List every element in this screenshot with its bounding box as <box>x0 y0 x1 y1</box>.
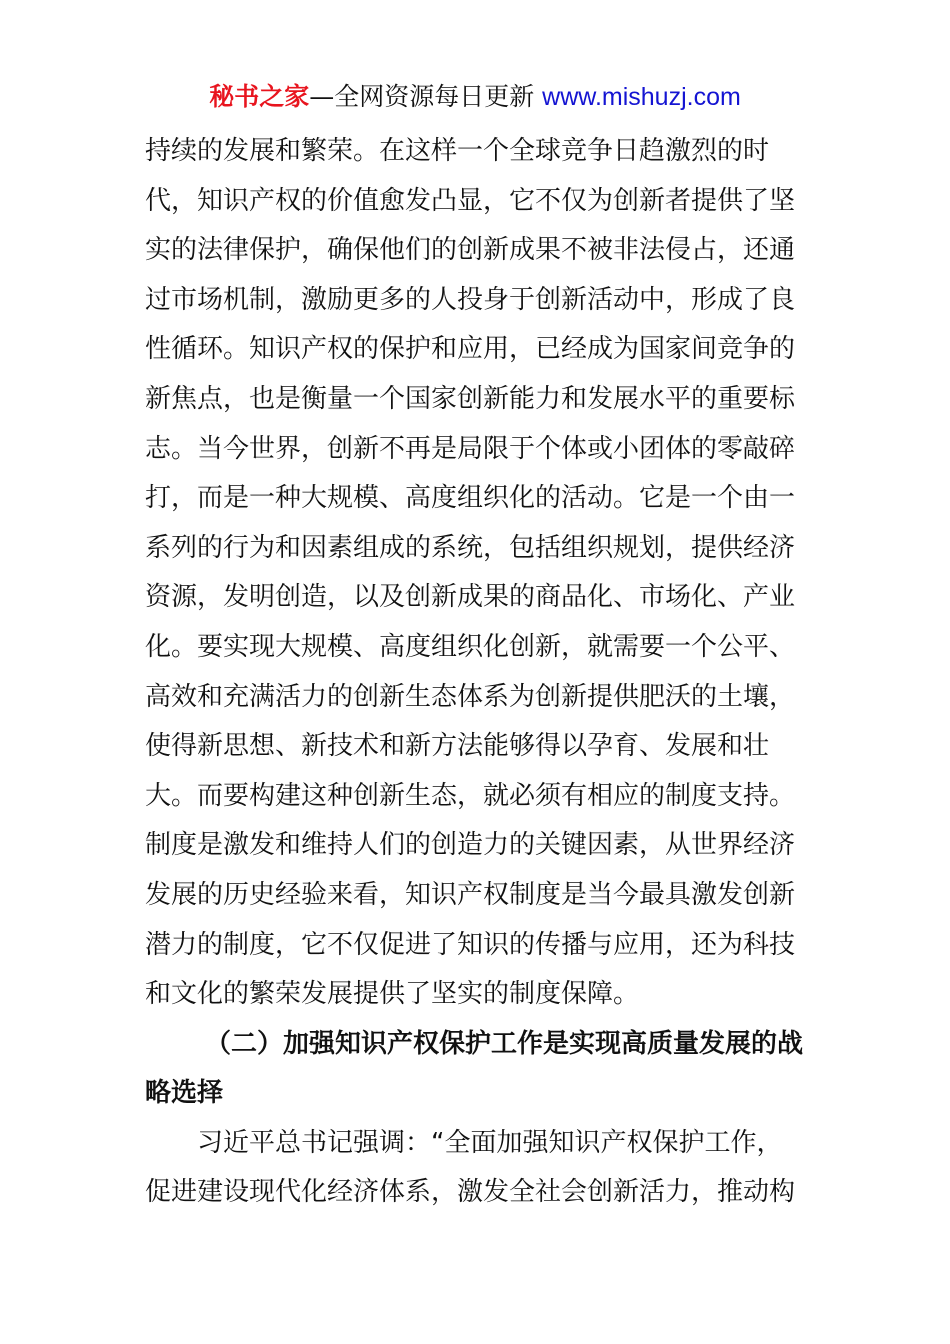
body-line: 制度是激发和维持人们的创造力的关键因素，从世界经济 <box>145 830 796 861</box>
quote-paragraph-line: 习近平总书记强调：“全面加强知识产权保护工作， <box>197 1127 783 1158</box>
body-line: 化。要实现大规模、高度组织化创新，就需要一个公平、 <box>145 631 796 662</box>
body-line: 使得新思想、新技术和新方法能够得以孕育、发展和壮 <box>145 731 770 762</box>
brand-name: 秘书之家 <box>209 82 310 111</box>
body-line: 打，而是一种大规模、高度组织化的活动。它是一个由一 <box>145 483 796 514</box>
body-line: 新焦点，也是衡量一个国家创新能力和发展水平的重要标 <box>145 383 796 414</box>
body-line: 过市场机制，激励更多的人投身于创新活动中，形成了良 <box>145 284 796 315</box>
quote-paragraph-line: 促进建设现代化经济体系，激发全社会创新活力，推动构 <box>145 1177 796 1208</box>
document-body <box>145 127 810 1218</box>
section-heading-continued: 略选择 <box>145 1078 224 1109</box>
body-line: 资源，发明创造，以及创新成果的商品化、市场化、产业 <box>145 582 796 613</box>
body-line: 代，知识产权的价值愈发凸显，它不仅为创新者提供了坚 <box>145 185 796 216</box>
body-line: 实的法律保护，确保他们的创新成果不被非法侵占，还通 <box>145 235 796 266</box>
page-header <box>0 80 950 114</box>
body-line: 持续的发展和繁荣。在这样一个全球竞争日趋激烈的时 <box>145 136 770 166</box>
header-url-link[interactable]: www.mishuzj.com <box>542 83 741 111</box>
header-tagline: —全网资源每日更新 <box>309 82 543 111</box>
body-line: 和文化的繁荣发展提供了坚实的制度保障。 <box>145 979 640 1010</box>
body-line: 系列的行为和因素组成的系统，包括组织规划，提供经济 <box>145 532 796 563</box>
section-heading: （二）加强知识产权保护工作是实现高质量发展的战 <box>205 1028 804 1059</box>
body-line: 高效和充满活力的创新生态体系为创新提供肥沃的土壤， <box>145 681 796 712</box>
body-line: 潜力的制度，它不仅促进了知识的传播与应用，还为科技 <box>145 929 796 960</box>
body-line: 志。当今世界，创新不再是局限于个体或小团体的零敲碎 <box>145 433 796 464</box>
body-line: 发展的历史经验来看，知识产权制度是当今最具激发创新 <box>145 879 796 910</box>
body-line: 大。而要构建这种创新生态，就必须有相应的制度支持。 <box>145 780 796 811</box>
body-line: 性循环。知识产权的保护和应用，已经成为国家间竞争的 <box>145 334 796 365</box>
